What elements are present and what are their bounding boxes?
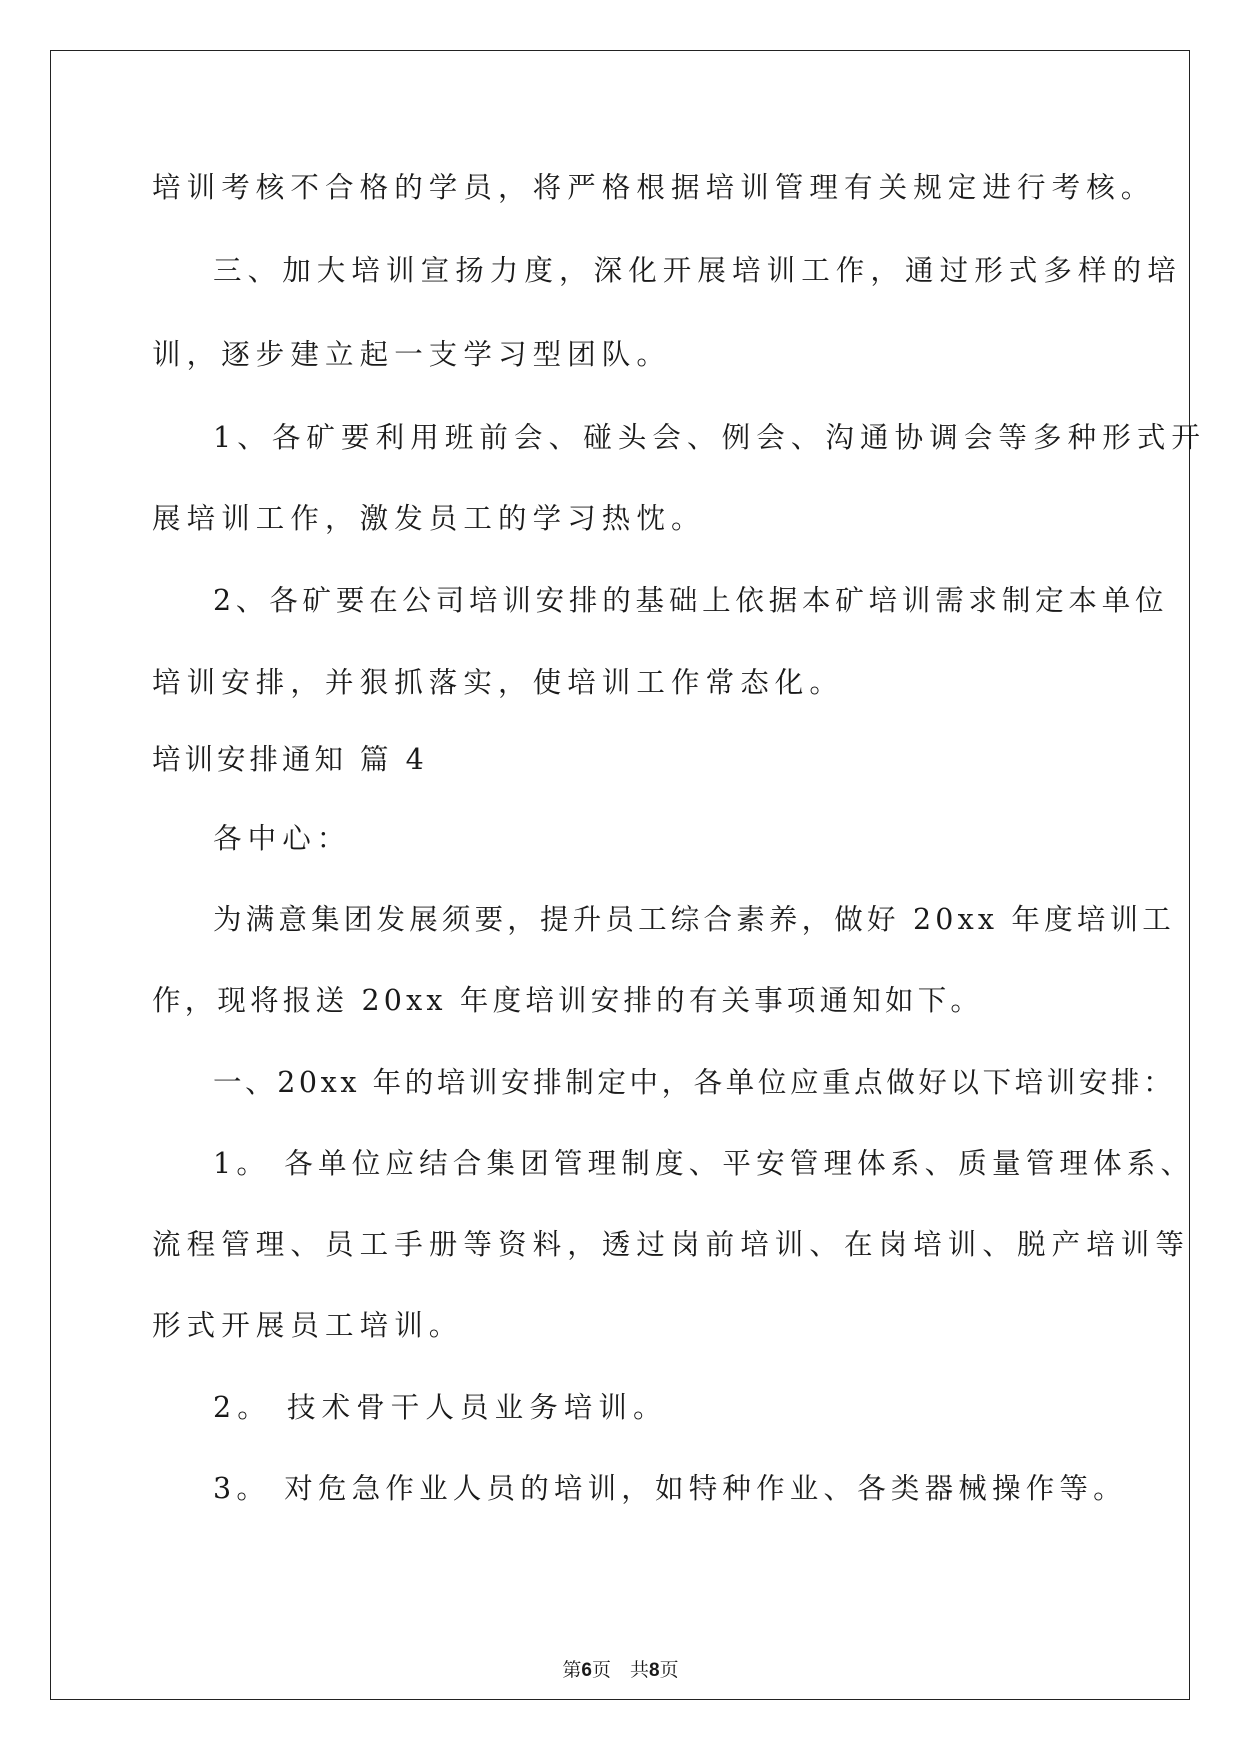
footer-suffix: 页 — [659, 1659, 679, 1681]
list-item-3: 3。 对危急作业人员的培训，如特种作业、各类器械操作等。 — [213, 1472, 1127, 1505]
total-page-number: 8 — [649, 1660, 660, 1681]
paragraph-line: 形式开展员工培训。 — [152, 1309, 464, 1342]
list-item-1: 1、各矿要利用班前会、碰头会、例会、沟通协调会等多种形式开 — [213, 421, 1207, 454]
current-page-number: 6 — [581, 1660, 592, 1681]
page-footer — [0, 1655, 1241, 1682]
salutation: 各中心： — [213, 822, 352, 855]
list-item-2: 2。 技术骨干人员业务培训。 — [213, 1391, 668, 1424]
paragraph-line: 培训安排，并狠抓落实，使培训工作常态化。 — [152, 666, 845, 699]
page-border — [50, 50, 1190, 1700]
list-item-1: 1。 各单位应结合集团管理制度、平安管理体系、质量管理体系、 — [213, 1147, 1195, 1180]
paragraph-line: 培训考核不合格的学员，将严格根据培训管理有关规定进行考核。 — [152, 171, 1156, 204]
footer-middle: 页 共 — [591, 1659, 649, 1681]
paragraph-line: 作，现将报送 20xx 年度培训安排的有关事项通知如下。 — [152, 984, 984, 1017]
footer-prefix: 第 — [562, 1659, 582, 1681]
paragraph-line: 展培训工作，激发员工的学习热忱。 — [152, 502, 706, 535]
section-heading-3: 三、加大培训宣扬力度，深化开展培训工作，通过形式多样的培 — [213, 254, 1182, 287]
paragraph-line: 流程管理、员工手册等资料，透过岗前培训、在岗培训、脱产培训等 — [152, 1228, 1191, 1261]
list-item-2: 2、各矿要在公司培训安排的基础上依据本矿培训需求制定本单位 — [213, 584, 1169, 617]
section-heading-1: 一、20xx 年的培训安排制定中，各单位应重点做好以下培训安排： — [213, 1066, 1176, 1099]
article-title: 培训安排通知 篇 4 — [152, 743, 428, 776]
paragraph-line: 训，逐步建立起一支学习型团队。 — [152, 338, 672, 371]
paragraph-line: 为满意集团发展须要，提升员工综合素养，做好 20xx 年度培训工 — [213, 903, 1175, 936]
